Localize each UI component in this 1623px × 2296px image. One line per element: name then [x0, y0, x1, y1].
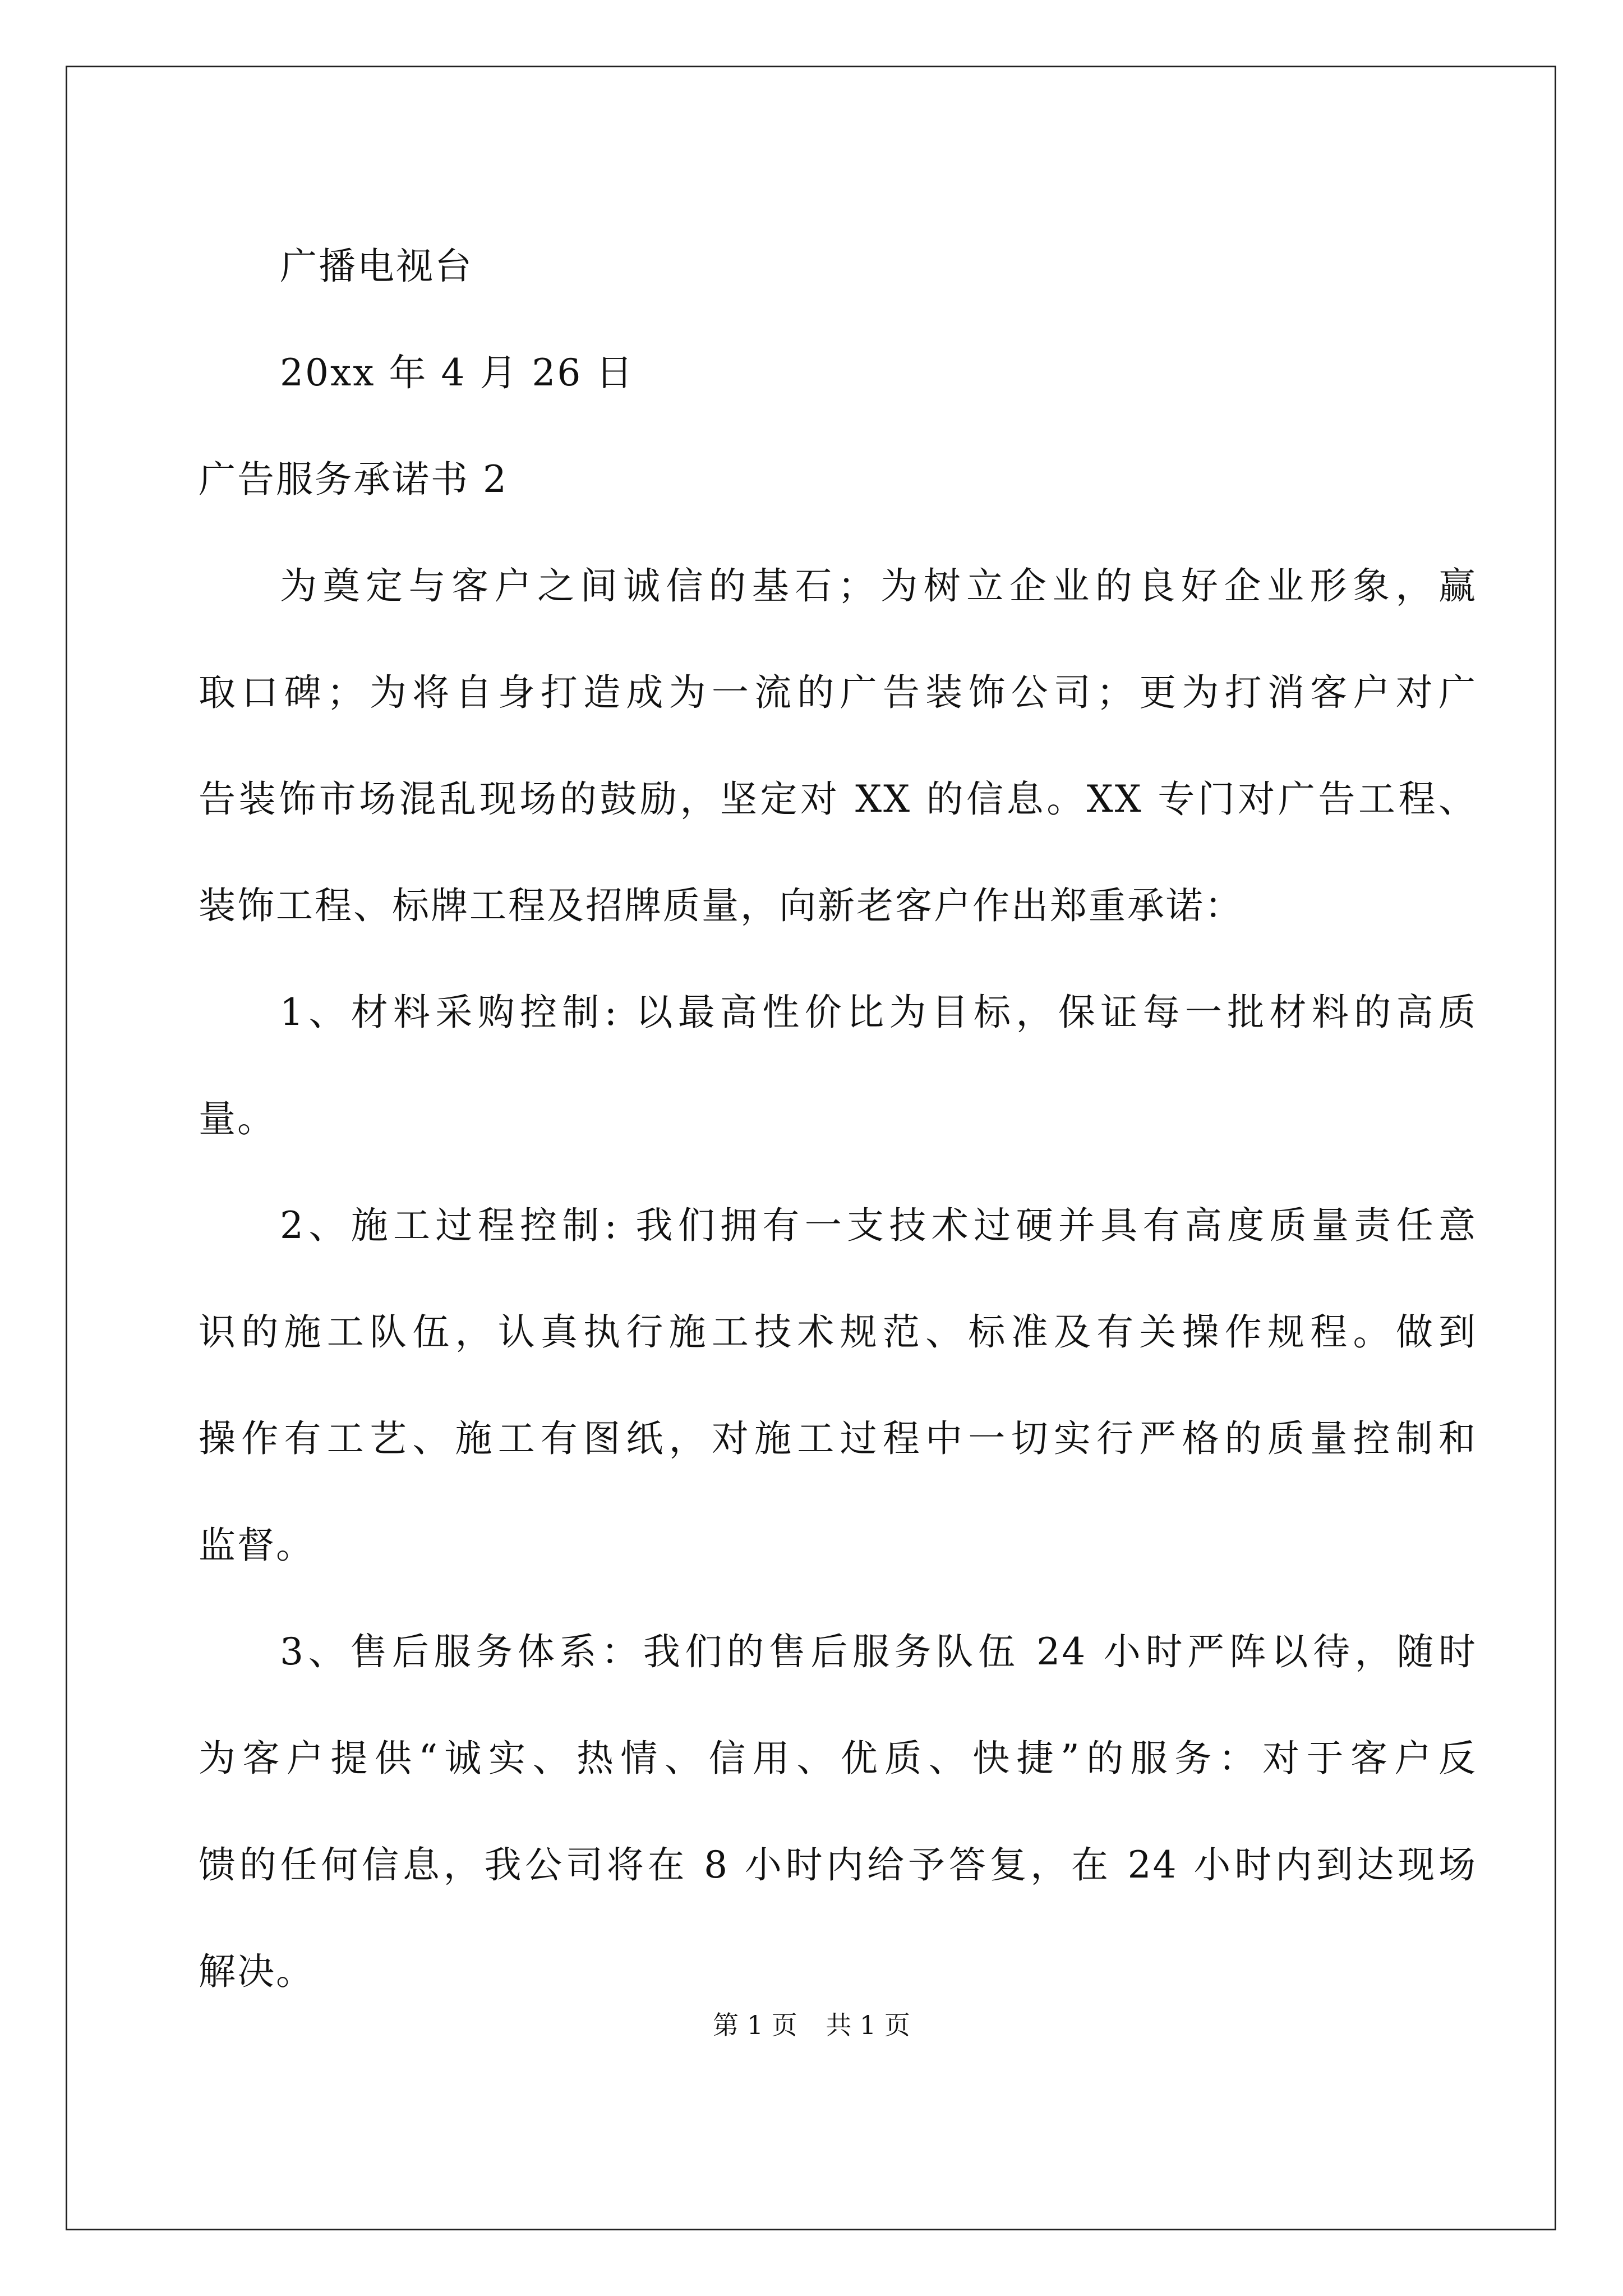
paragraph-line: 为奠定与客户之间诚信的基石；为树立企业的良好企业形象，赢 — [280, 564, 1477, 608]
date-line: 20xx 年 4 月 26 日 — [280, 351, 635, 394]
paragraph-line: 量。 — [199, 1097, 276, 1140]
document-body — [199, 213, 1477, 2025]
paragraph-line: 取口碑；为将自身打造成为一流的广告装饰公司；更为打消客户对广 — [199, 671, 1477, 714]
paragraph-line: 告装饰市场混乱现场的鼓励，坚定对 XX 的信息。XX 专门对广告工程、 — [199, 777, 1477, 821]
page-number: 第 1 页 — [713, 2010, 797, 2040]
paragraph-line: 3、售后服务体系：我们的售后服务队伍 24 小时严阵以待，随时 — [280, 1630, 1477, 1673]
section-title: 广告服务承诺书 2 — [199, 458, 508, 501]
paragraph-line: 2、施工过程控制: 我们拥有一支技术过硬并具有高度质量责任意 — [280, 1204, 1477, 1247]
paragraph-line: 解决。 — [199, 1950, 315, 1993]
page-total: 共 1 页 — [826, 2010, 910, 2040]
paragraph-line: 装饰工程、标牌工程及招牌质量，向新老客户作出郑重承诺： — [199, 884, 1243, 927]
page-footer — [0, 2008, 1623, 2042]
paragraph-line: 馈的任何信息，我公司将在 8 小时内给予答复，在 24 小时内到达现场 — [199, 1843, 1477, 1887]
paragraph-line: 操作有工艺、施工有图纸，对施工过程中一切实行严格的质量控制和 — [199, 1417, 1477, 1460]
recipient-line: 广播电视台 — [280, 245, 473, 288]
paragraph-line: 识的施工队伍，认真执行施工技术规范、标准及有关操作规程。做到 — [199, 1310, 1477, 1354]
paragraph-line: 为客户提供“诚实、热情、信用、优质、快捷”的服务：对于客户反 — [199, 1737, 1477, 1780]
paragraph-line: 1、材料采购控制: 以最高性价比为目标，保证每一批材料的高质 — [280, 991, 1477, 1034]
paragraph-line: 监督。 — [199, 1524, 315, 1567]
